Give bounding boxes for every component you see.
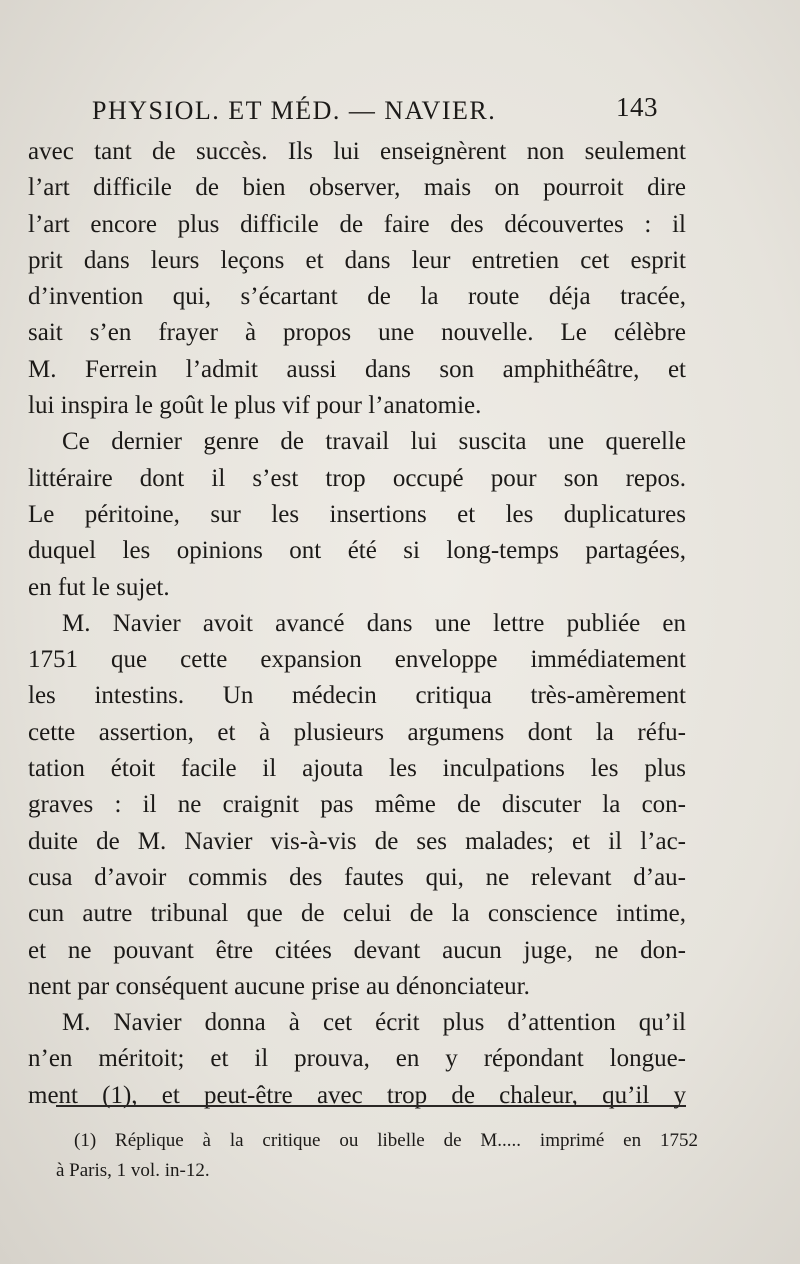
text-line: lui inspira le goût le plus vif pour l’anatomie. bbox=[28, 392, 482, 420]
text-line: et ne pouvant être citées devant aucun juge, ne don- bbox=[28, 936, 686, 964]
text-line: nent par conséquent aucune prise au dénonciateur. bbox=[28, 972, 530, 1000]
text-line: prit dans leurs leçons et dans leur entretien cet esprit bbox=[28, 246, 686, 274]
page-header bbox=[92, 92, 658, 132]
text-line: cusa d’avoir commis des fautes qui, ne relevant d’au- bbox=[28, 863, 686, 891]
text-line: les intestins. Un médecin critiqua très-amèrement bbox=[28, 682, 686, 710]
text-line: sait s’en frayer à propos une nouvelle. Le célèbre bbox=[28, 319, 686, 347]
text-line: en fut le sujet. bbox=[28, 573, 170, 601]
text-line: M. Navier donna à cet écrit plus d’attention qu’il bbox=[62, 1009, 686, 1037]
text-line: Le péritoine, sur les insertions et les duplicatures bbox=[28, 500, 686, 528]
text-line: l’art difficile de bien observer, mais on pourroit dire bbox=[28, 174, 686, 202]
text-line: tation étoit facile il ajouta les inculpations les plus bbox=[28, 755, 686, 783]
text-line: Ce dernier genre de travail lui suscita une querelle bbox=[62, 428, 686, 456]
text-line: cette assertion, et à plusieurs argumens dont la réfu- bbox=[28, 718, 686, 746]
body-text bbox=[28, 134, 686, 1114]
text-line: M. Navier avoit avancé dans une lettre publiée en bbox=[62, 609, 686, 637]
footnote-line: à Paris, 1 vol. in-12. bbox=[56, 1160, 210, 1181]
text-line: cun autre tribunal que de celui de la conscience intime, bbox=[28, 900, 686, 928]
text-line: duite de M. Navier vis-à-vis de ses malades; et il l’ac- bbox=[28, 827, 686, 855]
text-line: l’art encore plus difficile de faire des découvertes : il bbox=[28, 210, 686, 238]
page-number: 143 bbox=[616, 92, 658, 122]
text-line: avec tant de succès. Ils lui enseignèrent non seulement bbox=[28, 138, 686, 165]
text-line: duquel les opinions ont été si long-temps partagées, bbox=[28, 537, 686, 565]
footnote-rule bbox=[56, 1105, 686, 1107]
footnote bbox=[56, 1126, 698, 1186]
text-line: M. Ferrein l’admit aussi dans son amphithéâtre, et bbox=[28, 355, 686, 383]
text-line: ment (1), et peut-être avec trop de chaleur, qu’il y bbox=[28, 1081, 686, 1109]
running-head: PHYSIOL. ET MÉD. — NAVIER. bbox=[92, 96, 497, 125]
text-line: 1751 que cette expansion enveloppe immédiatement bbox=[28, 646, 686, 674]
text-line: littéraire dont il s’est trop occupé pour son repos. bbox=[28, 464, 686, 492]
text-line: graves : il ne craignit pas même de discuter la con- bbox=[28, 791, 686, 819]
text-line: d’invention qui, s’écartant de la route déja tracée, bbox=[28, 283, 686, 311]
footnote-line: (1) Réplique à la critique ou libelle de M..... imprimé en 1752 bbox=[74, 1130, 698, 1151]
text-line: n’en méritoit; et il prouva, en y répondant longue- bbox=[28, 1045, 686, 1073]
